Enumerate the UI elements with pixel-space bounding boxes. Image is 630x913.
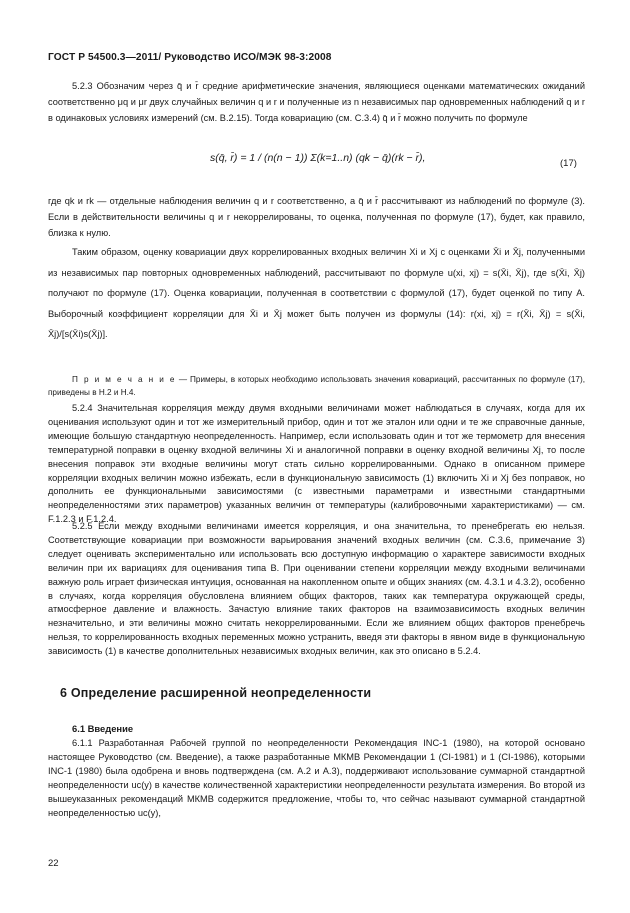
note <box>48 374 585 399</box>
paragraph-covariance-estimate: Таким образом, оценку ковариации двух коррелированных входных величин Xi и Xj с оценками X̄i и X̄j, полученными из независимых пар повторных одновременных наблюдений, рассчитывают по формуле u(xi, xj) = s(X̄i, X̄j), где s(X̄i, X̄j) получают по формуле (17). Оценка ковариации, полученная в соответствии с формулой (17), будет оценкой по типу А. Выборочный коэффициент корреляции для X̄i и X̄j может быть получен из формулы (14): r(xi, xj) = r(X̄i, X̄j) = s(X̄i, X̄j)/[s(X̄i)s(X̄j)]. <box>48 247 585 339</box>
page-number: 22 <box>48 858 59 869</box>
paragraph-5-2-5: 5.2.5 Если между входными величинами имеется корреляция, и она значительна, то пренебрегать ею нельзя. Соответствующие ковариации при возможности варьирования значений входных величин (см. С.3.6, примечание 3) следует оценивать экспериментально или использовать всю доступную информацию о характере зависимости входных величин при их вариациях для оценивания типа В. При оценивании степени корреляции между входными величинами важную роль играет физическая интуиция, основанная на накопленном опыте и общих знаниях (см. 4.3.1 и 4.3.2), особенно в случаях, когда корреляция обусловлена влиянием общих факторов, таких как температура окружающей среды, атмосферное давление и влажность. Зачастую влияние таких факторов на взаимозависимость входных величин незначительно, и эти величины можно считать некоррелированными. Если же влиянием общих факторов пренебречь нельзя, то коррелированность входных переменных можно устранить, введя эти факторы в явном виде в функциональную зависимость (1) в качестве дополнительных независимых входных величин, как это описано в 5.2.4. <box>48 521 585 657</box>
document-header: ГОСТ Р 54500.3—2011/ Руководство ИСО/МЭК 98-3:2008 <box>48 52 332 63</box>
formula-17: s(q̄, r̄) = 1 / (n(n − 1)) Σ(k=1..n) (qk − q̄)(rk − r̄), <box>210 152 426 164</box>
paragraph-formula-explanation: где qk и rk — отдельные наблюдения величин q и r соответственно, а q̄ и r̄ рассчитывают из наблюдений по формуле (3). Если в действительности величины q и r некоррелированы, то оценка, полученная по формуле (17), будет, как правило, близка к нулю. <box>48 196 585 239</box>
paragraph-5-2-3: 5.2.3 Обозначим через q̄ и r̄ средние арифметические значения, являющиеся оценками математических ожиданий соответственно μq и μr двух случайных величин q и r и полученные из n независимых пар одновременных наблюдений q и r в одинаковых условиях измерений (см. В.2.15). Тогда ковариацию (см. С.3.4) q̄ и r̄ можно получить по формуле <box>48 81 585 124</box>
note-text: — Примеры, в которых необходимо использовать значения ковариаций, рассчитанных по формуле (17), приведены в Н.2 и Н.4. <box>48 375 585 397</box>
note-label: П р и м е ч а н и е <box>72 375 177 384</box>
subsection-title: 6.1 Введение <box>72 723 134 734</box>
paragraph-5-2-4: 5.2.4 Значительная корреляция между двумя входными величинами может наблюдаться в случаях, когда для их оценивания используют один и тот же измерительный прибор, один и тот же эталон или одни и те же справочные данные, имеющие большую стандартную неопределенность. Например, если использовать один и тот же термометр для внесения температурной поправки в оценку входной величины Xi и аналогичной поправки в оценку входной величины Xj, то после внесения поправок эти входные величины могут стать сильно коррелированными. Однако в описанном примере корреляции входных величин можно избежать, если в функциональную зависимость (1) включить Xi и Xj без поправок, но дополнить ее функциональными зависимостями (с известными параметрами и известными стандартными неопределенностями этих параметров) указанных величин от температуры (калибровочными характеристиками) — см. F.1.2.3 и F.1.2.4. <box>48 403 585 525</box>
paragraph-6-1-1: 6.1.1 Разработанная Рабочей группой по неопределенности Рекомендация INC-1 (1980), на которой основано настоящее Руководство (см. Введение), а также разработанные МКМВ Рекомендации 1 (CI-1981) и 1 (CI-1986), которыми INC-1 (1980) была одобрена и вновь подтверждена (см. А.2 и А.3), поддерживают использование суммарной стандартной неопределенности uc(y) в качестве количественной характеристики неопределенности результата измерения. Во второй из вышеуказанных рекомендаций МКМВ содержится предложение, чтобы то, что сейчас называют суммарной стандартной неопределенностью uc(y), <box>48 738 585 818</box>
formula-number: (17) <box>560 158 577 169</box>
section-title: 6 Определение расширенной неопределенности <box>60 686 372 700</box>
